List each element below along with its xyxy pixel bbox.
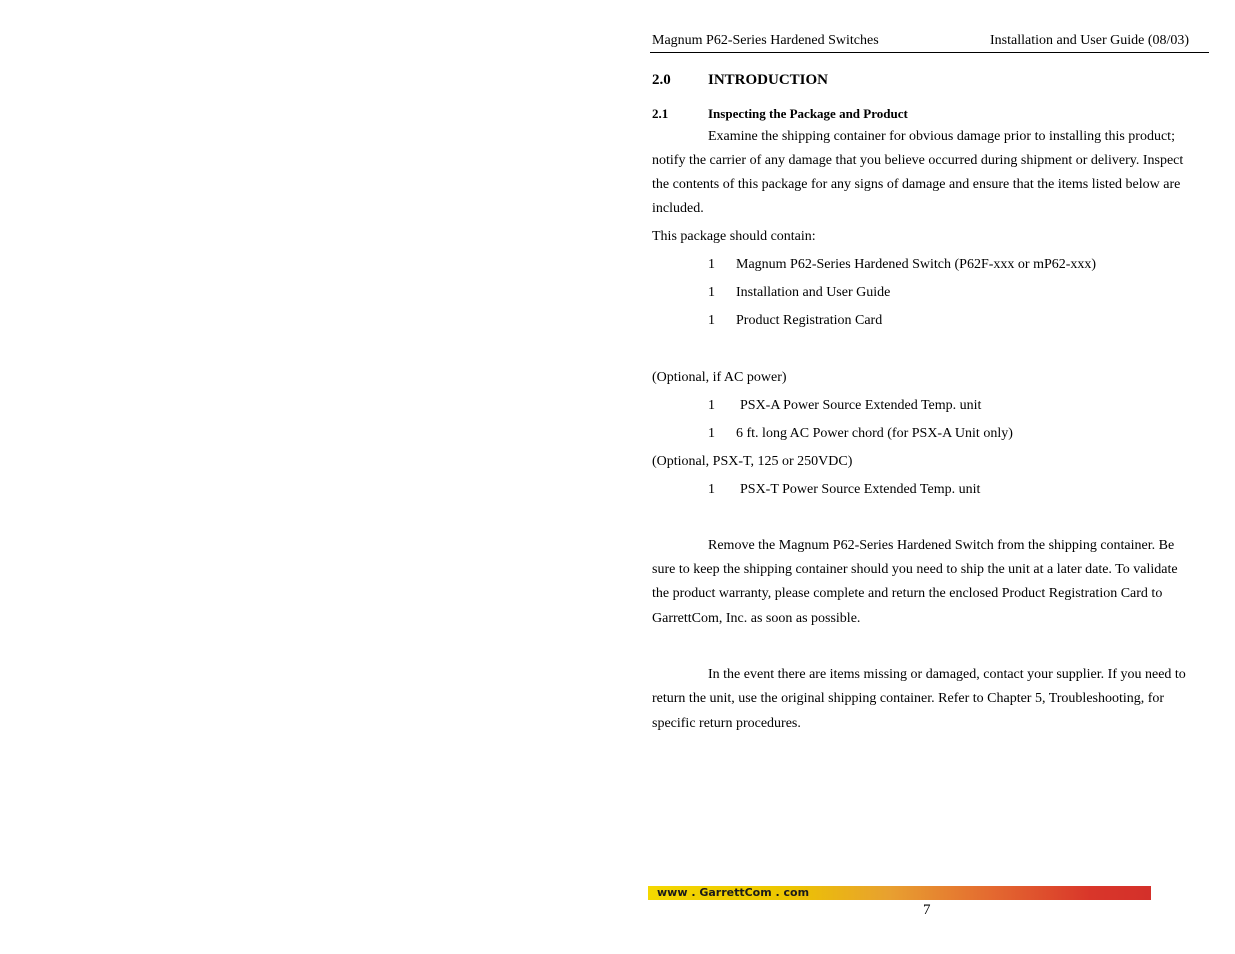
paragraph-line: included.: [652, 201, 704, 216]
page-number: 7: [923, 902, 931, 918]
list-item-qty: 1: [708, 398, 715, 413]
paragraph-line: notify the carrier of any damage that you believe occurred during shipment or delivery. Inspect: [652, 153, 1184, 168]
optional-ac-label: (Optional, if AC power): [652, 370, 787, 385]
running-header-left: Magnum P62-Series Hardened Switches: [652, 33, 879, 48]
paragraph-line: the product warranty, please complete and return the enclosed Product Registration Card to: [652, 586, 1163, 601]
paragraph-line: sure to keep the shipping container should you need to ship the unit at a later date. To validate: [652, 562, 1178, 577]
list-item-qty: 1: [708, 313, 715, 328]
paragraph-line: Remove the Magnum P62-Series Hardened Switch from the shipping container. Be: [708, 538, 1175, 553]
contents-intro: This package should contain:: [652, 229, 816, 244]
list-item-qty: 1: [708, 426, 715, 441]
paragraph-line: Examine the shipping container for obvious damage prior to installing this product;: [708, 129, 1175, 144]
list-item: Installation and User Guide: [736, 285, 891, 300]
running-header-right: Installation and User Guide (08/03): [990, 33, 1190, 48]
optional-dc-label: (Optional, PSX-T, 125 or 250VDC): [652, 454, 853, 469]
section-number: 2.0: [652, 72, 671, 88]
list-item: Magnum P62-Series Hardened Switch (P62F-xxx or mP62-xxx): [736, 257, 1097, 272]
list-item: PSX-T Power Source Extended Temp. unit: [740, 482, 981, 497]
paragraph-line: the contents of this package for any signs of damage and ensure that the items listed below are: [652, 177, 1181, 192]
list-item: PSX-A Power Source Extended Temp. unit: [740, 398, 982, 413]
subsection-number: 2.1: [652, 106, 669, 121]
list-item-qty: 1: [708, 285, 715, 300]
list-item: Product Registration Card: [736, 313, 883, 328]
paragraph-line: return the unit, use the original shipping container. Refer to Chapter 5, Troubleshooting, for: [652, 691, 1165, 706]
paragraph-line: GarrettCom, Inc. as soon as possible.: [652, 611, 861, 626]
footer-url: www . GarrettCom . com: [657, 886, 810, 899]
paragraph-line: In the event there are items missing or damaged, contact your supplier. If you need to: [708, 667, 1186, 682]
header-rule: [650, 52, 1209, 53]
list-item-qty: 1: [708, 257, 715, 272]
subsection-title: Inspecting the Package and Product: [708, 106, 908, 121]
paragraph-line: specific return procedures.: [652, 716, 801, 731]
list-item: 6 ft. long AC Power chord (for PSX-A Unit only): [736, 426, 1013, 441]
list-item-qty: 1: [708, 482, 715, 497]
section-title: INTRODUCTION: [708, 72, 829, 88]
